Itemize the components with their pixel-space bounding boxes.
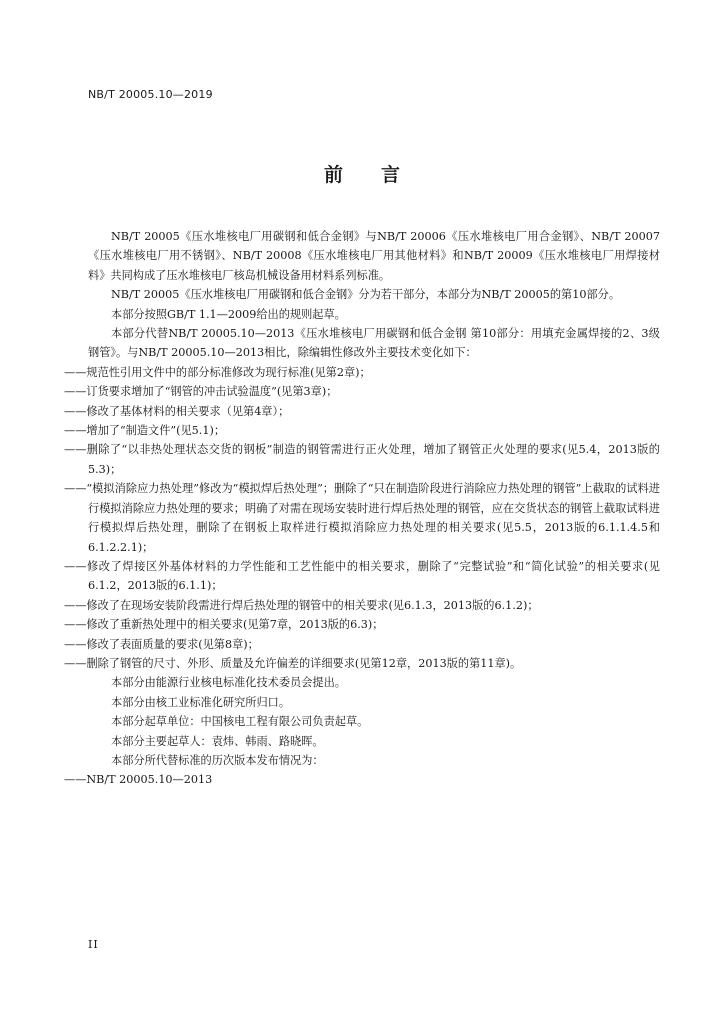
change-item: ——“模拟消除应力热处理”修改为“模拟焊后热处理”；删除了“只在制造阶段进行消除应力热处理的钢管”上截取的试料进行模拟消除应力热处理的要求；明确了对需在现场安装时进行焊后热处理的钢管，应在交货状态的钢管上截取试料进行模拟焊后热处理，删除了在钢板上取样进行模拟消除应力热处理的相关要求(见5.5，2013版的6.1.1.4.5和6.1.2.2.1)； [64, 482, 660, 554]
change-item: ——订货要求增加了“钢管的冲击试验温度”(见第3章)； [64, 385, 338, 399]
page-number: II [88, 938, 99, 951]
document-code-header: NB/T 20005.10—2019 [88, 88, 213, 101]
page-title: 前言 [323, 164, 438, 186]
change-item: ——修改了焊接区外基体材料的力学性能和工艺性能中的相关要求，删除了“完整试验”和“简化试验”的相关要求(见6.1.2，2013版的6.1.1)； [64, 559, 660, 593]
intro-paragraph: 本部分代替NB/T 20005.10—2013《压水堆核电厂用碳钢和低合金钢 第10部分：用填充金属焊接的2、3级钢管》。与NB/T 20005.10—2013相比，除编辑性修改外主要技术变化如下： [88, 327, 660, 360]
previous-edition-item: ——NB/T 20005.10—2013 [64, 773, 213, 787]
change-item: ——规范性引用文件中的部分标准修改为现行标准(见第2章)； [64, 365, 371, 379]
closing-paragraph: 本部分由能源行业核电标准化技术委员会提出。 [111, 676, 346, 690]
change-item: ——修改了基体材料的相关要求（见第4章）； [64, 404, 290, 418]
closing-paragraph: 本部分由核工业标准化研究所归口。 [111, 695, 291, 709]
foreword-body [64, 227, 660, 790]
change-item: ——修改了表面质量的要求(见第8章)； [64, 637, 259, 651]
change-item: ——修改了重新热处理中的相关要求(见第7章，2013版的6.3)； [64, 618, 384, 632]
closing-paragraph: 本部分所代替标准的历次版本发布情况为： [111, 753, 324, 767]
change-item: ——删除了钢管的尺寸、外形、质量及允许偏差的详细要求(见第12章，2013版的第11章)。 [64, 656, 522, 670]
closing-paragraph: 本部分主要起草人：袁炜、韩雨、路晓晖。 [111, 734, 324, 748]
change-item: ——修改了在现场安装阶段需进行焊后热处理的钢管中的相关要求(见6.1.3，2013版的6.1.2)； [64, 598, 539, 612]
intro-paragraph: NB/T 20005《压水堆核电厂用碳钢和低合金钢》与NB/T 20006《压水堆核电厂用合金钢》、NB/T 20007《压水堆核电厂用不锈钢》、NB/T 20008《压水堆核电厂用其他材料》和NB/T 20009《压水堆核电厂用焊接材料》共同构成了压水堆核电厂核岛机械设备用材料系列标准。 [88, 230, 660, 282]
intro-paragraph: 本部分按照GB/T 1.1—2009给出的规则起草。 [111, 307, 346, 321]
intro-paragraph: NB/T 20005《压水堆核电厂用碳钢和低合金钢》分为若干部分，本部分为NB/T 20005的第10部分。 [111, 288, 621, 302]
closing-paragraph: 本部分起草单位：中国核电工程有限公司负责起草。 [111, 715, 369, 729]
change-item: ——增加了“制造文件”(见5.1)； [64, 424, 226, 438]
change-item: ——删除了“以非热处理状态交货的钢板”制造的钢管需进行正火处理，增加了钢管正火处理的要求(见5.4，2013版的5.3)； [64, 443, 660, 476]
